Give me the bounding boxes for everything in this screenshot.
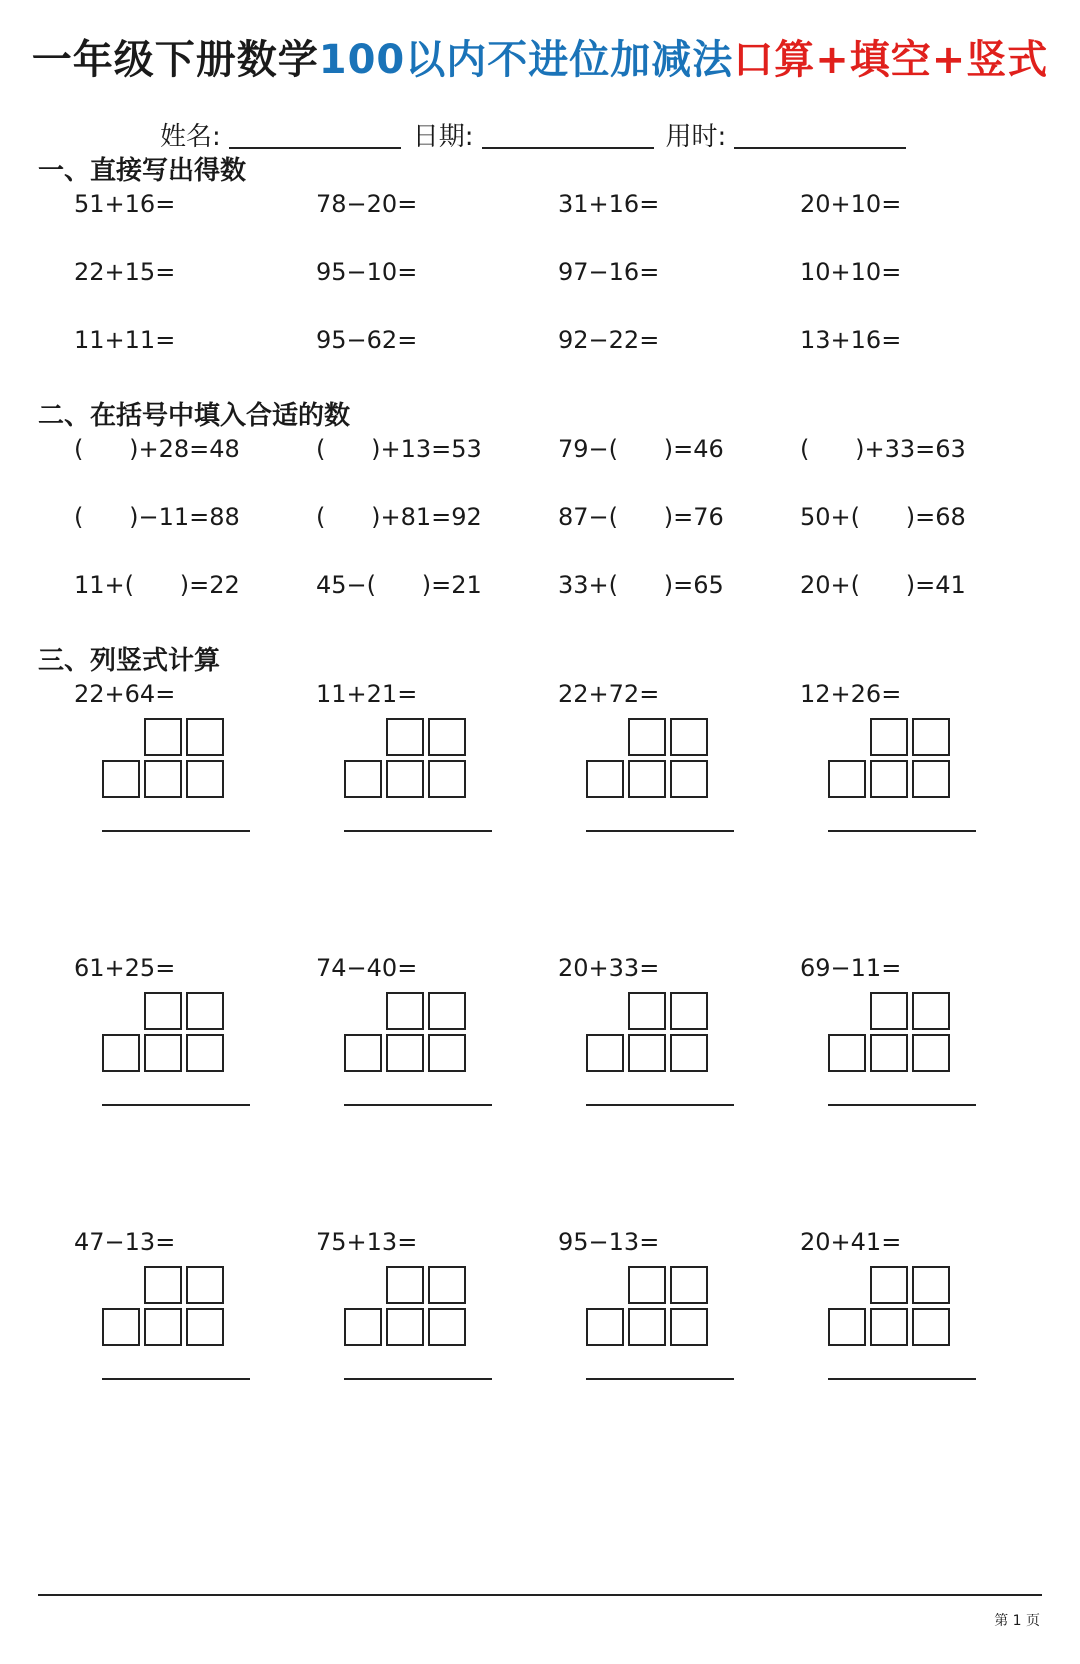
answer-rule (586, 1378, 734, 1380)
problem-section2-r1-c2: ( )+13=53 (316, 435, 482, 463)
problem-section1-r3-c4: 13+16= (800, 326, 902, 354)
section-3-title: 三、列竖式计算 (38, 646, 221, 676)
digit-box[interactable] (428, 1034, 466, 1072)
digit-box[interactable] (428, 1266, 466, 1304)
student-info-row (160, 116, 918, 153)
digit-box[interactable] (828, 1308, 866, 1346)
digit-box[interactable] (912, 992, 950, 1030)
digit-box[interactable] (344, 1308, 382, 1346)
digit-box[interactable] (428, 760, 466, 798)
vertical-calc-grid (828, 1266, 978, 1386)
digit-box[interactable] (386, 1266, 424, 1304)
digit-box[interactable] (870, 718, 908, 756)
answer-rule (344, 1104, 492, 1106)
digit-box[interactable] (144, 1034, 182, 1072)
vertical-calc-grid (344, 1266, 494, 1386)
problem-section2-r1-c4: ( )+33=63 (800, 435, 966, 463)
footer-divider (38, 1594, 1042, 1596)
digit-box[interactable] (628, 1034, 666, 1072)
digit-box[interactable] (186, 1308, 224, 1346)
problem-section2-r1-c3: 79−( )=46 (558, 435, 724, 463)
problem-section2-r2-c1: ( )−11=88 (74, 503, 240, 531)
digit-box[interactable] (628, 1308, 666, 1346)
problem-section3-r2-c1: 61+25= (74, 954, 176, 982)
vertical-calc-grid (344, 718, 494, 838)
digit-box[interactable] (870, 1308, 908, 1346)
problem-section3-r1-c4: 12+26= (800, 680, 902, 708)
vertical-calc-grid (586, 718, 736, 838)
problem-section3-r1-c3: 22+72= (558, 680, 660, 708)
digit-box[interactable] (828, 1034, 866, 1072)
problem-section1-r2-c3: 97−16= (558, 258, 660, 286)
vertical-calc-grid (102, 718, 252, 838)
digit-box[interactable] (870, 760, 908, 798)
problem-section1-r3-c2: 95−62= (316, 326, 418, 354)
problem-section2-r3-c1: 11+( )=22 (74, 571, 240, 599)
problem-section3-r3-c4: 20+41= (800, 1228, 902, 1256)
problem-section3-r3-c3: 95−13= (558, 1228, 660, 1256)
digit-box[interactable] (586, 760, 624, 798)
title-part-topic: 100以内不进位加减法 (318, 37, 734, 83)
answer-rule (344, 1378, 492, 1380)
section-2-title: 二、在括号中填入合适的数 (38, 401, 351, 431)
digit-box[interactable] (386, 1308, 424, 1346)
digit-box[interactable] (628, 760, 666, 798)
digit-box[interactable] (186, 718, 224, 756)
vertical-calc-grid (344, 992, 494, 1112)
problem-section2-r3-c2: 45−( )=21 (316, 571, 482, 599)
digit-box[interactable] (670, 718, 708, 756)
problem-section1-r3-c1: 11+11= (74, 326, 176, 354)
name-blank[interactable] (229, 146, 401, 149)
time-field[interactable] (666, 116, 919, 153)
digit-box[interactable] (102, 760, 140, 798)
digit-box[interactable] (144, 992, 182, 1030)
digit-box[interactable] (344, 1034, 382, 1072)
digit-box[interactable] (428, 1308, 466, 1346)
date-blank[interactable] (482, 146, 654, 149)
problem-section1-r1-c2: 78−20= (316, 190, 418, 218)
digit-box[interactable] (144, 1308, 182, 1346)
time-blank[interactable] (734, 146, 906, 149)
answer-rule (102, 830, 250, 832)
digit-box[interactable] (670, 1308, 708, 1346)
digit-box[interactable] (186, 1034, 224, 1072)
digit-box[interactable] (912, 760, 950, 798)
answer-rule (586, 1104, 734, 1106)
digit-box[interactable] (912, 1308, 950, 1346)
digit-box[interactable] (870, 1034, 908, 1072)
vertical-calc-grid (102, 1266, 252, 1386)
problem-section2-r2-c3: 87−( )=76 (558, 503, 724, 531)
date-field[interactable] (413, 116, 666, 153)
vertical-calc-grid (586, 992, 736, 1112)
problem-section1-r3-c3: 92−22= (558, 326, 660, 354)
problem-section1-r1-c4: 20+10= (800, 190, 902, 218)
vertical-calc-grid (102, 992, 252, 1112)
digit-box[interactable] (912, 1034, 950, 1072)
digit-box[interactable] (186, 1266, 224, 1304)
digit-box[interactable] (344, 760, 382, 798)
name-field[interactable] (160, 116, 413, 153)
name-label: 姓名: (160, 122, 221, 152)
digit-box[interactable] (144, 760, 182, 798)
problem-section3-r2-c3: 20+33= (558, 954, 660, 982)
section-1-title: 一、直接写出得数 (38, 156, 247, 186)
digit-box[interactable] (870, 992, 908, 1030)
digit-box[interactable] (428, 992, 466, 1030)
digit-box[interactable] (102, 1034, 140, 1072)
problem-section1-r1-c1: 51+16= (74, 190, 176, 218)
problem-section2-r2-c4: 50+( )=68 (800, 503, 966, 531)
problem-section3-r2-c2: 74−40= (316, 954, 418, 982)
digit-box[interactable] (386, 992, 424, 1030)
digit-box[interactable] (628, 1266, 666, 1304)
digit-box[interactable] (828, 760, 866, 798)
digit-box[interactable] (386, 760, 424, 798)
digit-box[interactable] (102, 1308, 140, 1346)
answer-rule (586, 830, 734, 832)
title-part-grade: 一年级下册数学 (31, 37, 319, 83)
problem-section3-r3-c1: 47−13= (74, 1228, 176, 1256)
answer-rule (102, 1104, 250, 1106)
answer-rule (828, 1104, 976, 1106)
digit-box[interactable] (628, 718, 666, 756)
digit-box[interactable] (144, 1266, 182, 1304)
problem-section2-r3-c4: 20+( )=41 (800, 571, 966, 599)
title-part-types: 口算+填空+竖式 (733, 37, 1049, 83)
digit-box[interactable] (586, 1034, 624, 1072)
problem-section1-r2-c2: 95−10= (316, 258, 418, 286)
digit-box[interactable] (428, 718, 466, 756)
digit-box[interactable] (586, 1308, 624, 1346)
digit-box[interactable] (870, 1266, 908, 1304)
problem-section2-r3-c3: 33+( )=65 (558, 571, 724, 599)
digit-box[interactable] (670, 1034, 708, 1072)
date-label: 日期: (412, 122, 474, 152)
problem-section3-r1-c1: 22+64= (74, 680, 176, 708)
digit-box[interactable] (670, 992, 708, 1030)
page-number: 第 1 页 (994, 1613, 1040, 1629)
vertical-calc-grid (828, 992, 978, 1112)
answer-rule (102, 1378, 250, 1380)
problem-section2-r2-c2: ( )+81=92 (316, 503, 482, 531)
digit-box[interactable] (912, 1266, 950, 1304)
digit-box[interactable] (912, 718, 950, 756)
answer-rule (828, 830, 976, 832)
problem-section1-r2-c4: 10+10= (800, 258, 902, 286)
digit-box[interactable] (670, 760, 708, 798)
problem-section2-r1-c1: ( )+28=48 (74, 435, 240, 463)
problem-section1-r2-c1: 22+15= (74, 258, 176, 286)
digit-box[interactable] (386, 718, 424, 756)
problem-section1-r1-c3: 31+16= (558, 190, 660, 218)
time-label: 用时: (665, 122, 727, 152)
answer-rule (344, 830, 492, 832)
worksheet-title (0, 28, 1080, 85)
digit-box[interactable] (386, 1034, 424, 1072)
vertical-calc-grid (586, 1266, 736, 1386)
problem-section3-r2-c4: 69−11= (800, 954, 902, 982)
digit-box[interactable] (186, 992, 224, 1030)
problem-section3-r1-c2: 11+21= (316, 680, 418, 708)
digit-box[interactable] (628, 992, 666, 1030)
digit-box[interactable] (670, 1266, 708, 1304)
digit-box[interactable] (144, 718, 182, 756)
vertical-calc-grid (828, 718, 978, 838)
answer-rule (828, 1378, 976, 1380)
problem-section3-r3-c2: 75+13= (316, 1228, 418, 1256)
digit-box[interactable] (186, 760, 224, 798)
